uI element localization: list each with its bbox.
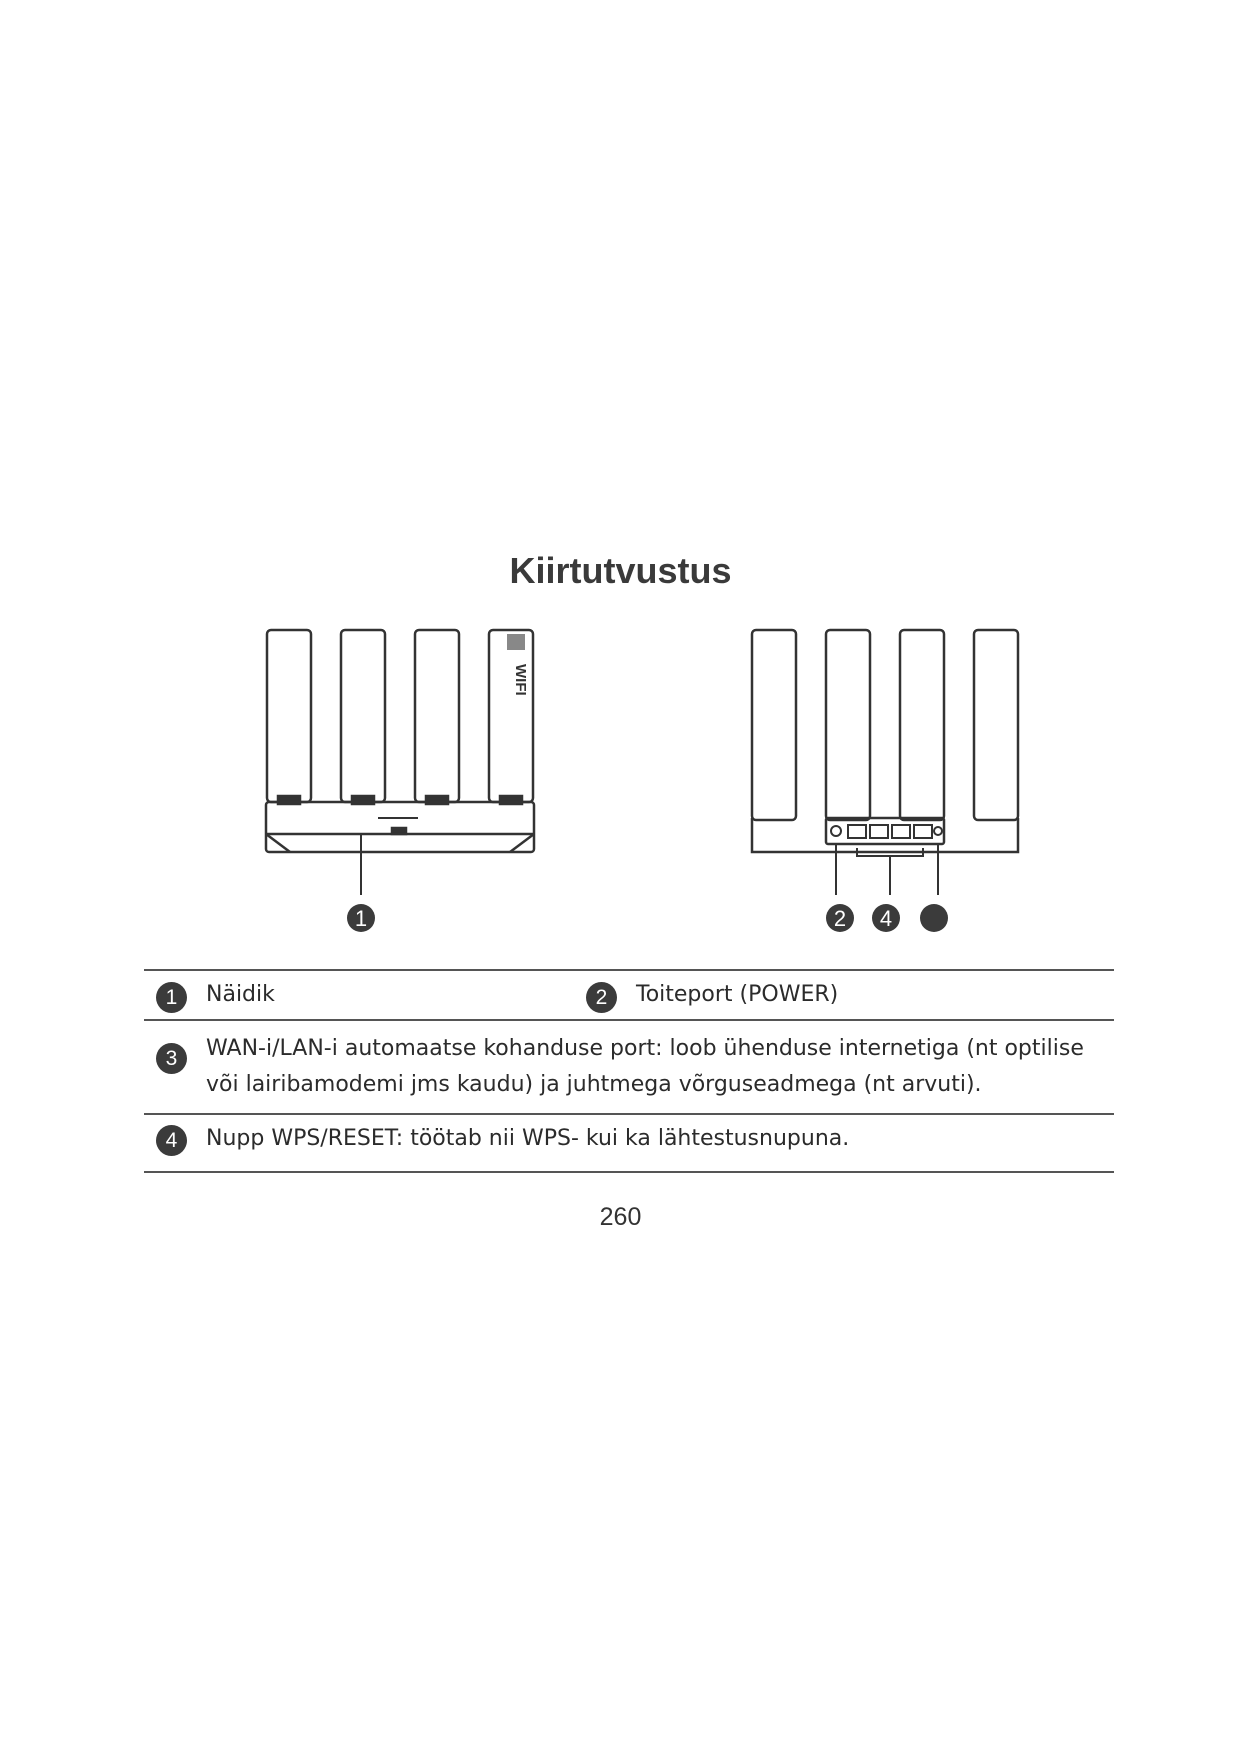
legend-number: 4 [156, 1125, 187, 1156]
legend-number: 1 [156, 982, 187, 1013]
wifi-mark [507, 634, 529, 696]
callout-label-back-1: 2 [833, 906, 847, 931]
legend-item [574, 977, 1114, 1013]
page-title: Kiirtutvustus [509, 550, 732, 591]
legend-row [144, 1115, 1114, 1171]
router-figure [0, 620, 1241, 950]
legend-text: Nupp WPS/RESET: töötab nii WPS- kui ka lähtestusnupuna. [206, 1126, 850, 1151]
page-number: 260 [599, 1203, 642, 1231]
callout-circle-back-3 [920, 904, 948, 932]
legend-row [144, 971, 1114, 1021]
callout-label-front: 1 [354, 906, 368, 931]
legend-item [144, 977, 574, 1013]
legend-text: Näidik [206, 982, 275, 1007]
legend-item [144, 1121, 1114, 1157]
legend-text: WAN-i/LAN-i automaatse kohanduse port: loob ühenduse internetiga (nt optilise või lairibamodemi jms kaudu) ja juhtmega võrguseadmega (nt arvuti). [206, 1036, 1084, 1097]
legend-row [144, 1021, 1114, 1115]
legend-text: Toiteport (POWER) [636, 982, 839, 1007]
legend-table [144, 969, 1114, 1173]
router-back-view [752, 630, 1018, 895]
router-front-view [266, 630, 534, 895]
wifi-label: WIFI [512, 664, 529, 696]
legend-item [144, 1031, 1114, 1103]
legend-number: 3 [156, 1043, 187, 1074]
legend-number: 2 [586, 982, 617, 1013]
callout-label-back-2: 4 [879, 906, 893, 931]
router-illustration [0, 620, 1241, 950]
